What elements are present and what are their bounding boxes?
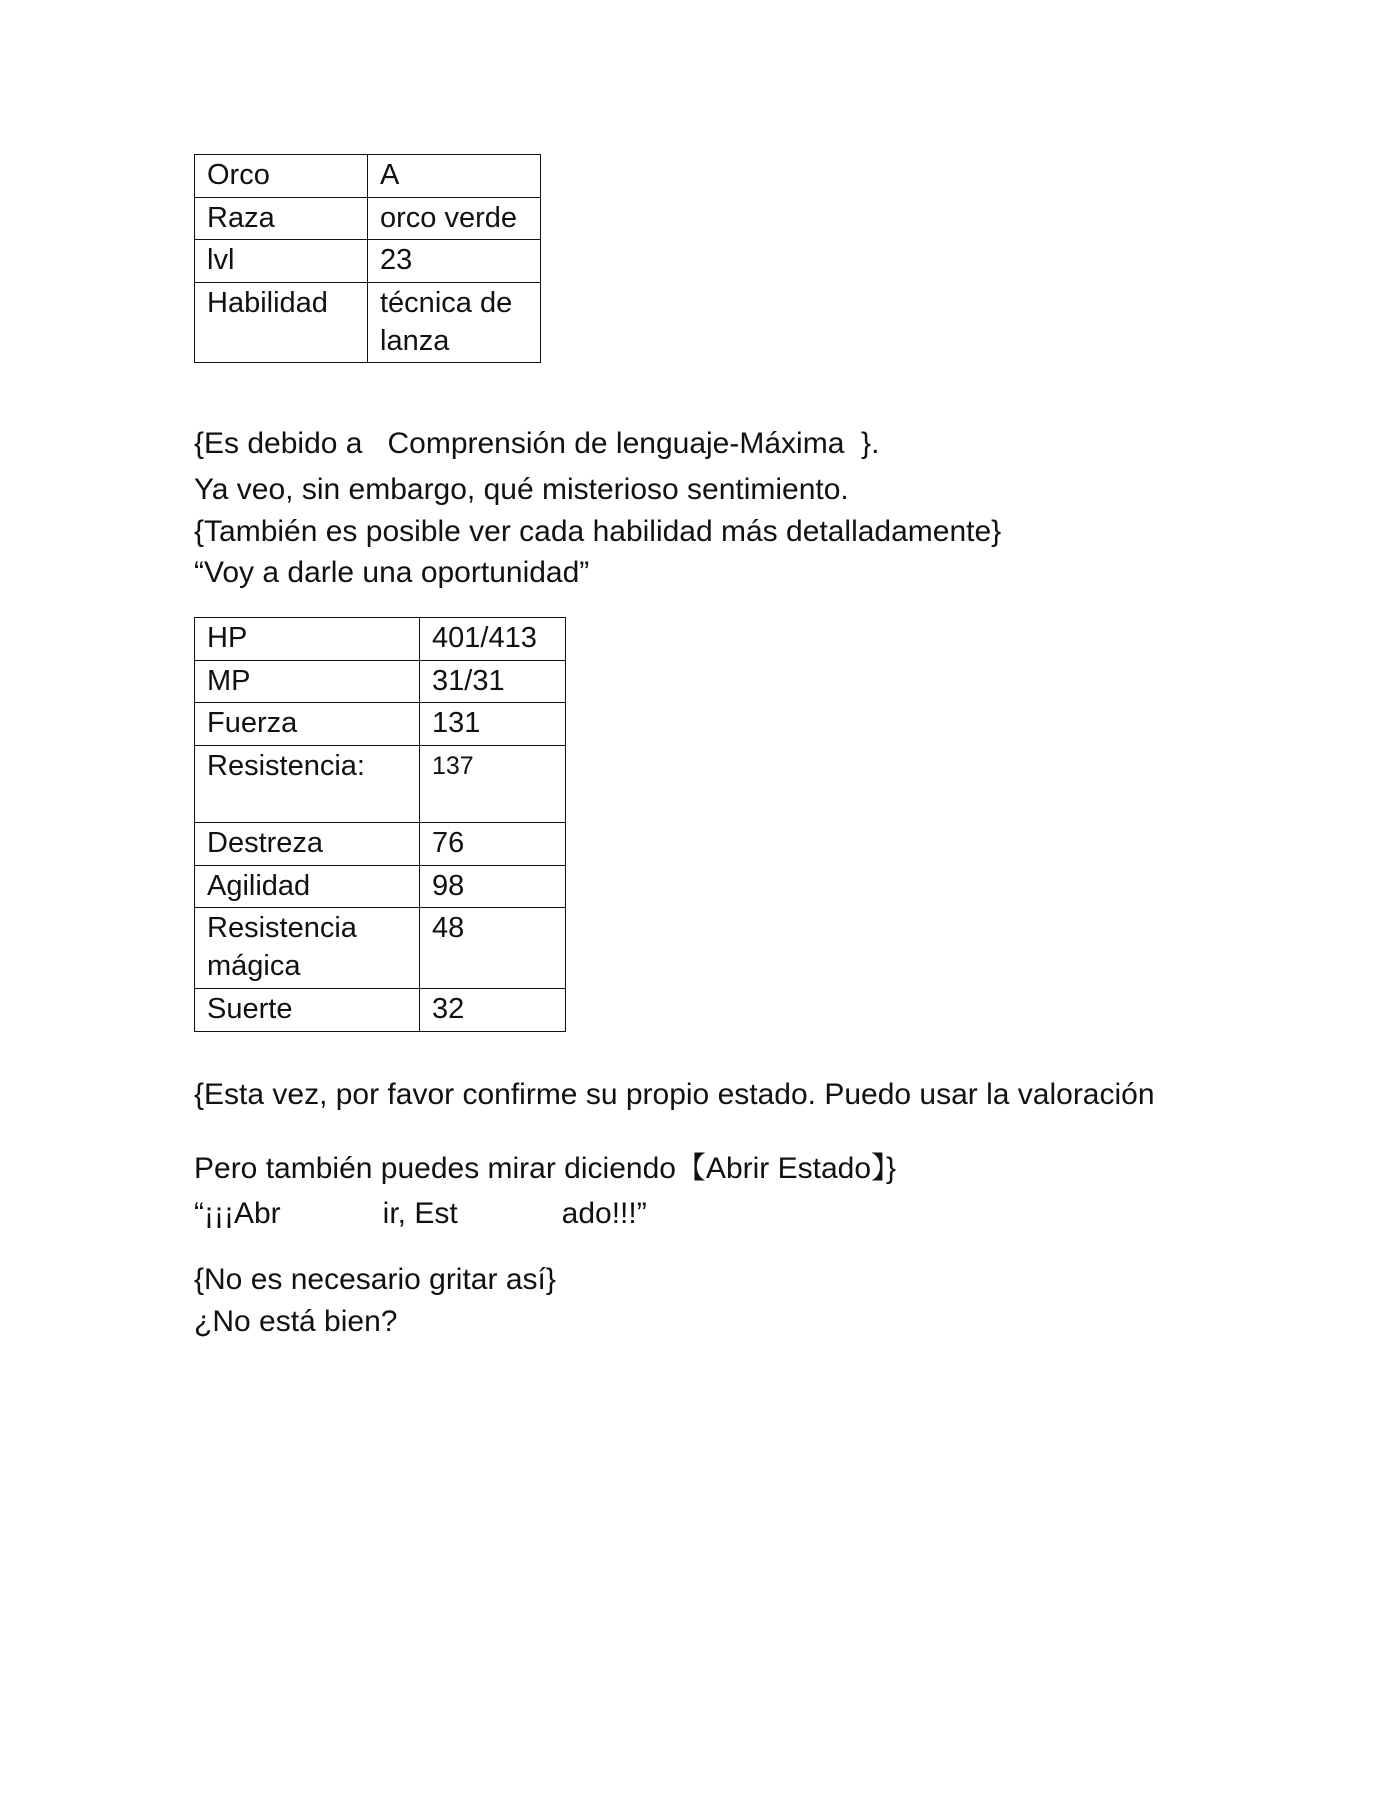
table-cell-key: Agilidad <box>195 865 420 908</box>
text-line: “Voy a darle una oportunidad” <box>194 556 590 589</box>
table-cell-key: HP <box>195 618 420 661</box>
table-cell-key: Resistencia mágica <box>195 908 420 988</box>
character-table <box>194 154 541 363</box>
table-cell-key: Orco <box>195 155 368 198</box>
table-cell-value: 401/413 <box>420 618 566 661</box>
table-row <box>195 197 541 240</box>
text-line: {Es debido a Comprensión de lenguaje-Máxima }. <box>194 427 880 460</box>
text-line: {También es posible ver cada habilidad más detalladamente} <box>194 515 1002 548</box>
text-line: Pero también puedes mirar diciendo【Abrir Estado】} <box>194 1152 897 1185</box>
table-row <box>195 703 566 746</box>
table-cell-value: orco verde <box>368 197 541 240</box>
table-row <box>195 155 541 198</box>
stats-table <box>194 617 566 1032</box>
table-row <box>195 746 566 823</box>
table-cell-key: Raza <box>195 197 368 240</box>
table-cell-value: A <box>368 155 541 198</box>
table-cell-value: 23 <box>368 240 541 283</box>
table-cell-value: 131 <box>420 703 566 746</box>
table-cell-value: 48 <box>420 908 566 988</box>
table-cell-key: Resistencia: <box>195 746 420 823</box>
table-cell-key: Destreza <box>195 823 420 866</box>
table-cell-key: Habilidad <box>195 283 368 363</box>
text-line: ¿No está bien? <box>194 1305 398 1338</box>
table-cell-value: 76 <box>420 823 566 866</box>
table-cell-value: 98 <box>420 865 566 908</box>
table-row <box>195 618 566 661</box>
table-row <box>195 660 566 703</box>
table-row <box>195 240 541 283</box>
table-cell-key: lvl <box>195 240 368 283</box>
table-cell-value: 31/31 <box>420 660 566 703</box>
text-line-shout <box>194 1197 647 1231</box>
shout-part: “¡¡¡Abr <box>194 1197 281 1230</box>
text-line: {No es necesario gritar así} <box>194 1263 556 1296</box>
table-row <box>195 908 566 988</box>
table-row <box>195 823 566 866</box>
table-cell-key: Fuerza <box>195 703 420 746</box>
table-cell-value: 137 <box>420 746 566 823</box>
table-cell-value: 32 <box>420 988 566 1031</box>
text-line: {Esta vez, por favor confirme su propio estado. Puedo usar la valoración <box>194 1078 1155 1111</box>
table-cell-key: Suerte <box>195 988 420 1031</box>
table-row <box>195 988 566 1031</box>
shout-part: ir, Est <box>382 1197 458 1230</box>
shout-part: ado!!!” <box>561 1197 647 1230</box>
table-cell-key: MP <box>195 660 420 703</box>
text-line: Ya veo, sin embargo, qué misterioso sentimiento. <box>194 473 849 506</box>
table-row <box>195 283 541 363</box>
table-row <box>195 865 566 908</box>
table-cell-value: técnica de lanza <box>368 283 541 363</box>
